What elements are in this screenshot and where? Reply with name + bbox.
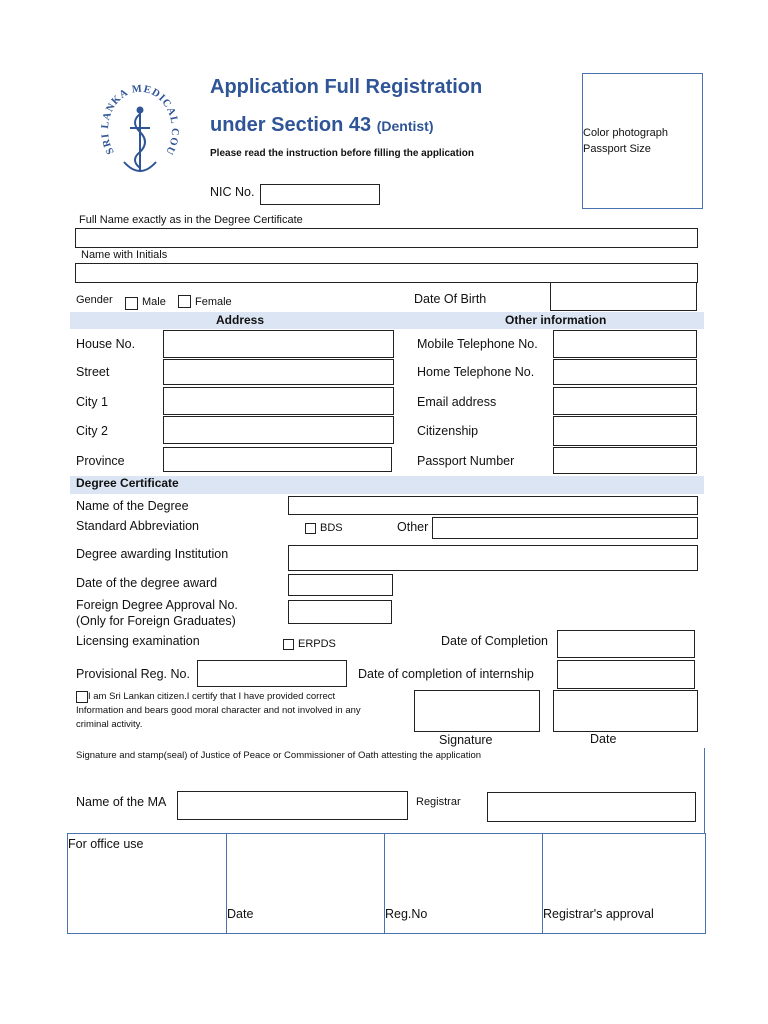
- logo-text: SRI LANKA MEDICAL COU: [100, 83, 180, 157]
- passport-label: Passport Number: [417, 454, 515, 468]
- nic-label: NIC No.: [210, 185, 255, 199]
- declaration-checkbox[interactable]: [76, 691, 88, 703]
- male-label: Male: [142, 296, 166, 308]
- abbreviation-label: Standard Abbreviation: [76, 519, 200, 533]
- citizenship-input[interactable]: [553, 416, 697, 446]
- registrar-input[interactable]: [487, 792, 696, 822]
- declaration-line3: criminal activity.: [76, 719, 143, 730]
- signature-box[interactable]: [414, 690, 540, 732]
- registrar-label: Registrar: [416, 796, 461, 808]
- mobile-label: Mobile Telephone No.: [417, 337, 538, 351]
- home-phone-label: Home Telephone No.: [417, 365, 535, 379]
- ma-name-label: Name of the MA: [76, 795, 167, 809]
- attestation-border-line: [704, 748, 705, 834]
- email-input[interactable]: [553, 387, 697, 415]
- bds-checkbox[interactable]: [305, 523, 316, 534]
- other-info-heading: Other information: [505, 313, 607, 327]
- office-approval-label: Registrar's approval: [543, 907, 654, 921]
- gender-label: Gender: [76, 294, 113, 306]
- female-checkbox[interactable]: [178, 295, 191, 308]
- mobile-input[interactable]: [553, 330, 697, 358]
- signature-date-box[interactable]: [553, 690, 698, 732]
- email-label: Email address: [417, 395, 497, 409]
- form-title-line1: Application Full Registration: [210, 76, 483, 98]
- province-input[interactable]: [163, 447, 392, 472]
- office-reg-no-label: Reg.No: [385, 907, 428, 921]
- institution-label: Degree awarding Institution: [76, 547, 229, 561]
- declaration-line2: Information and bears good moral character and not involved in any: [76, 705, 361, 716]
- full-name-label: Full Name exactly as in the Degree Certificate: [79, 214, 303, 226]
- degree-heading: Degree Certificate: [76, 476, 179, 490]
- house-input[interactable]: [163, 330, 394, 358]
- internship-input[interactable]: [557, 660, 695, 689]
- city2-input[interactable]: [163, 416, 394, 444]
- award-date-input[interactable]: [288, 574, 393, 596]
- male-checkbox[interactable]: [125, 297, 138, 310]
- licensing-label: Licensing examination: [76, 634, 200, 648]
- street-input[interactable]: [163, 359, 394, 385]
- photo-box[interactable]: [582, 73, 703, 209]
- dob-label: Date Of Birth: [414, 292, 487, 306]
- address-header-band: [70, 312, 704, 329]
- erpds-checkbox[interactable]: [283, 639, 294, 650]
- initials-input[interactable]: [75, 263, 698, 283]
- degree-name-label: Name of the Degree: [76, 499, 189, 513]
- house-label: House No.: [76, 337, 136, 351]
- citizenship-label: Citizenship: [417, 424, 479, 438]
- full-name-input[interactable]: [75, 228, 698, 248]
- foreign-approval-label-line1: Foreign Degree Approval No.: [76, 598, 238, 612]
- instruction-text: Please read the instruction before filling the application: [210, 148, 474, 159]
- title-section: under Section 43: [210, 114, 372, 136]
- bds-label: BDS: [320, 522, 343, 534]
- provisional-label: Provisional Reg. No.: [76, 667, 190, 681]
- jp-attestation-text: Signature and stamp(seal) of Justice of Peace or Commissioner of Oath attesting the application: [76, 750, 482, 761]
- street-label: Street: [76, 365, 110, 379]
- degree-name-input[interactable]: [288, 496, 698, 515]
- office-date-label: Date: [227, 907, 254, 921]
- completion-input[interactable]: [557, 630, 695, 658]
- signature-date-label: Date: [590, 732, 617, 746]
- signature-label: Signature: [439, 733, 493, 747]
- award-date-label: Date of the degree award: [76, 576, 218, 590]
- other-degree-input[interactable]: [432, 517, 698, 539]
- erpds-label: ERPDS: [298, 638, 336, 650]
- council-logo: [100, 80, 180, 190]
- foreign-approval-input[interactable]: [288, 600, 392, 624]
- ma-name-input[interactable]: [177, 791, 408, 820]
- office-use-label: For office use: [68, 837, 144, 851]
- other-degree-label: Other: [397, 520, 429, 534]
- initials-label: Name with Initials: [81, 249, 168, 261]
- passport-input[interactable]: [553, 447, 697, 474]
- city1-label: City 1: [76, 395, 108, 409]
- address-heading: Address: [216, 313, 265, 327]
- institution-input[interactable]: [288, 545, 698, 571]
- nic-input[interactable]: [260, 184, 380, 205]
- city1-input[interactable]: [163, 387, 394, 415]
- photo-text-line2: Passport Size: [583, 143, 651, 155]
- city2-label: City 2: [76, 424, 108, 438]
- form-title-line2: [210, 114, 434, 137]
- title-suffix: (Dentist): [376, 118, 434, 134]
- home-phone-input[interactable]: [553, 359, 697, 385]
- dob-input[interactable]: [550, 282, 697, 311]
- completion-label: Date of Completion: [441, 634, 549, 648]
- provisional-input[interactable]: [197, 660, 347, 687]
- province-label: Province: [76, 454, 125, 468]
- photo-text-line1: Color photograph: [583, 127, 669, 139]
- female-label: Female: [195, 296, 232, 308]
- declaration-line1: I am Sri Lankan citizen.I certify that I have provided correct: [88, 691, 336, 702]
- foreign-approval-label-line2: (Only for Foreign Graduates): [76, 614, 236, 628]
- internship-label: Date of completion of internship: [358, 667, 534, 681]
